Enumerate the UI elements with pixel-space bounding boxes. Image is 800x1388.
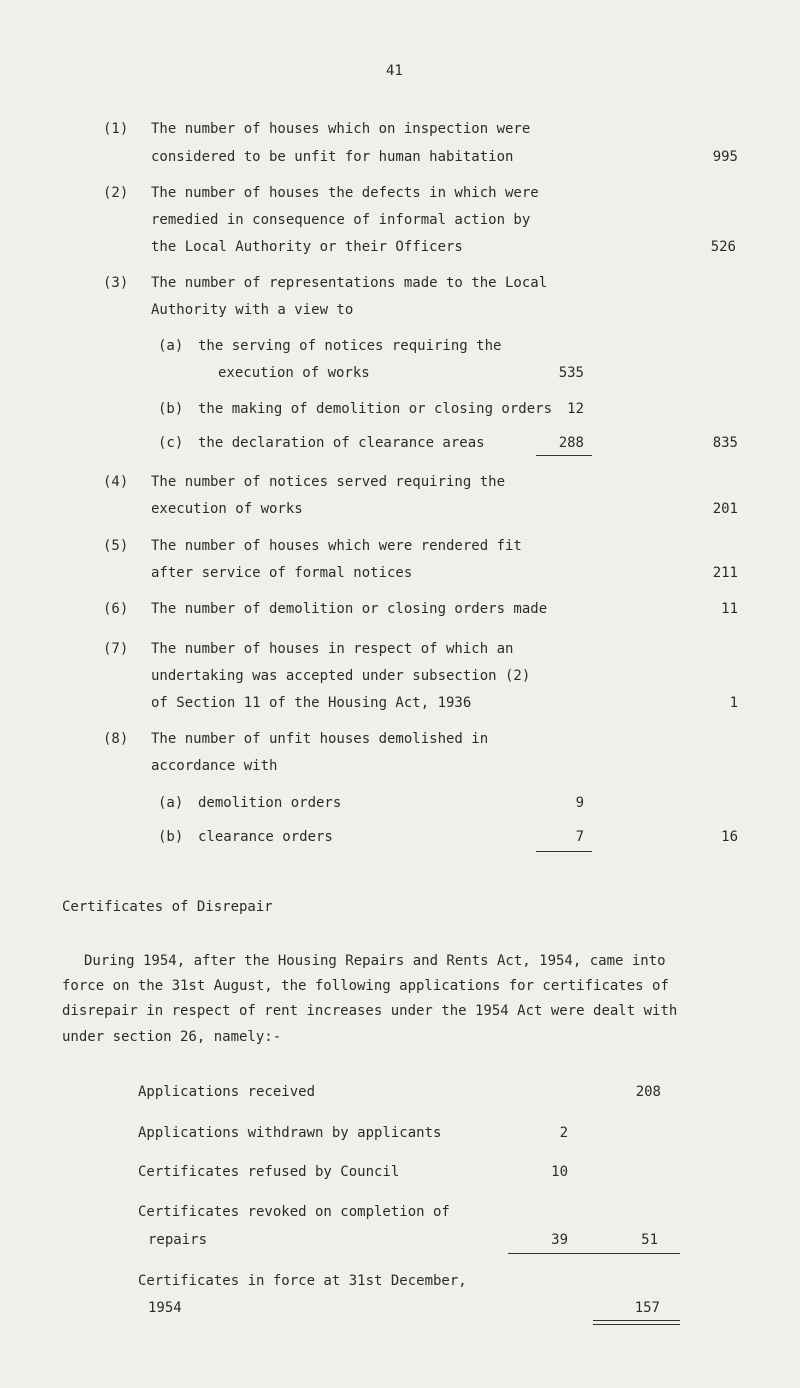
sub-text: demolition orders	[198, 795, 342, 811]
item-text: The number of unfit houses demolished in	[151, 731, 489, 747]
item-number: (8)	[103, 731, 129, 747]
item-number: (5)	[103, 538, 129, 554]
sub-text: the making of demolition or closing orders	[198, 401, 553, 417]
item-text: The number of notices served requiring the	[151, 474, 506, 490]
sub-letter: (a)	[158, 795, 184, 811]
double-rule-top	[593, 1320, 680, 1321]
cert-value: 10	[551, 1164, 568, 1180]
item-text: The number of representations made to the Local	[151, 275, 548, 291]
paragraph-line: disrepair in respect of rent increases under the 1954 Act were dealt with	[62, 1003, 678, 1019]
cert-label: Certificates in force at 31st December,	[138, 1273, 467, 1289]
item-number: (6)	[103, 601, 129, 617]
paragraph-line: force on the 31st August, the following applications for certificates of	[62, 978, 669, 994]
sub-value: 9	[575, 795, 584, 811]
item-number: (1)	[103, 121, 129, 137]
sub-value: 535	[558, 365, 584, 381]
cert-value: 2	[559, 1125, 568, 1141]
sub-value: 12	[567, 401, 584, 417]
item-total: 11	[721, 601, 738, 617]
sub-value: 7	[575, 829, 584, 845]
item-text: after service of formal notices	[151, 565, 413, 581]
cert-label: Certificates refused by Council	[138, 1164, 400, 1180]
page-number: 41	[386, 63, 403, 79]
cert-label: Certificates revoked on completion of	[138, 1204, 450, 1220]
sub-letter: (a)	[158, 338, 184, 354]
item-text: The number of houses the defects in which were	[151, 185, 539, 201]
item-text: The number of demolition or closing orders made	[151, 601, 548, 617]
item-text: accordance with	[151, 758, 278, 774]
cert-value: 39	[551, 1232, 568, 1248]
paragraph-line: under section 26, namely:-	[62, 1029, 282, 1045]
cert-label: repairs	[148, 1232, 208, 1248]
sub-letter: (c)	[158, 435, 184, 451]
item-total: 1	[729, 695, 738, 711]
item-text: Authority with a view to	[151, 302, 354, 318]
sub-text: clearance orders	[198, 829, 333, 845]
item-text: the Local Authority or their Officers	[151, 239, 463, 255]
item-text: remedied in consequence of informal action by	[151, 212, 531, 228]
cert-total: 157	[634, 1300, 660, 1316]
item-total: 995	[712, 149, 738, 165]
item-text: undertaking was accepted under subsection (2)	[151, 668, 531, 684]
item-number: (2)	[103, 185, 129, 201]
item-text: execution of works	[151, 501, 303, 517]
double-rule-bottom	[593, 1324, 680, 1325]
sub-text: the declaration of clearance areas	[198, 435, 485, 451]
cert-label: 1954	[148, 1300, 182, 1316]
cert-total: 51	[641, 1232, 658, 1248]
sub-text: the serving of notices requiring the	[198, 338, 502, 354]
sub-letter: (b)	[158, 829, 184, 845]
subtotal-rule	[536, 455, 592, 456]
sub-text: execution of works	[218, 365, 370, 381]
item-total: 526	[710, 239, 736, 255]
section-heading: Certificates of Disrepair	[62, 899, 273, 915]
cert-label: Applications withdrawn by applicants	[138, 1125, 442, 1141]
item-text: of Section 11 of the Housing Act, 1936	[151, 695, 472, 711]
item-total: 16	[721, 829, 738, 845]
item-number: (3)	[103, 275, 129, 291]
sub-value: 288	[558, 435, 584, 451]
item-total: 211	[712, 565, 738, 581]
item-text: The number of houses which on inspection were	[151, 121, 531, 137]
item-text: The number of houses which were rendered fit	[151, 538, 522, 554]
item-total: 201	[712, 501, 738, 517]
sub-letter: (b)	[158, 401, 184, 417]
item-number: (7)	[103, 641, 129, 657]
total-rule	[508, 1253, 680, 1254]
item-text: The number of houses in respect of which an	[151, 641, 514, 657]
item-text: considered to be unfit for human habitation	[151, 149, 514, 165]
item-total: 835	[712, 435, 738, 451]
item-number: (4)	[103, 474, 129, 490]
paragraph-line: During 1954, after the Housing Repairs and Rents Act, 1954, came into	[84, 953, 666, 969]
subtotal-rule	[536, 851, 592, 852]
cert-total: 208	[635, 1084, 661, 1100]
cert-label: Applications received	[138, 1084, 316, 1100]
